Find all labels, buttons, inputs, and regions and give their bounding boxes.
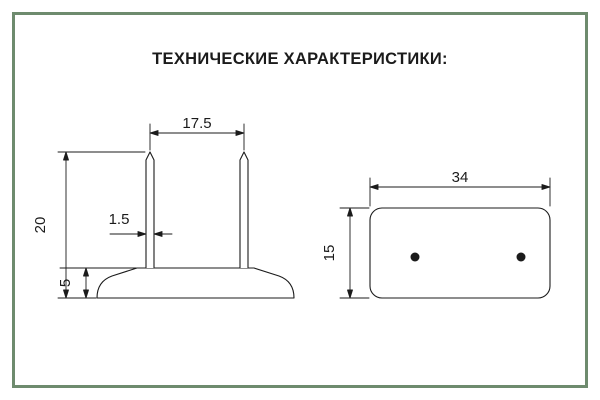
dimension-label-plate-width: 15 [321,244,338,262]
dimension-label-plate-length: 34 [451,169,469,186]
dimension-label-total-height: 20 [32,216,49,234]
dimension-label-base-height: 5 [57,278,74,288]
dimension-label-pin-spacing: 17.5 [182,115,212,132]
dimension-label-pin-thickness: 1.5 [108,211,130,228]
top-view-part [370,208,550,298]
page-title: ТЕХНИЧЕСКИЕ ХАРАКТЕРИСТИКИ: [152,50,448,68]
